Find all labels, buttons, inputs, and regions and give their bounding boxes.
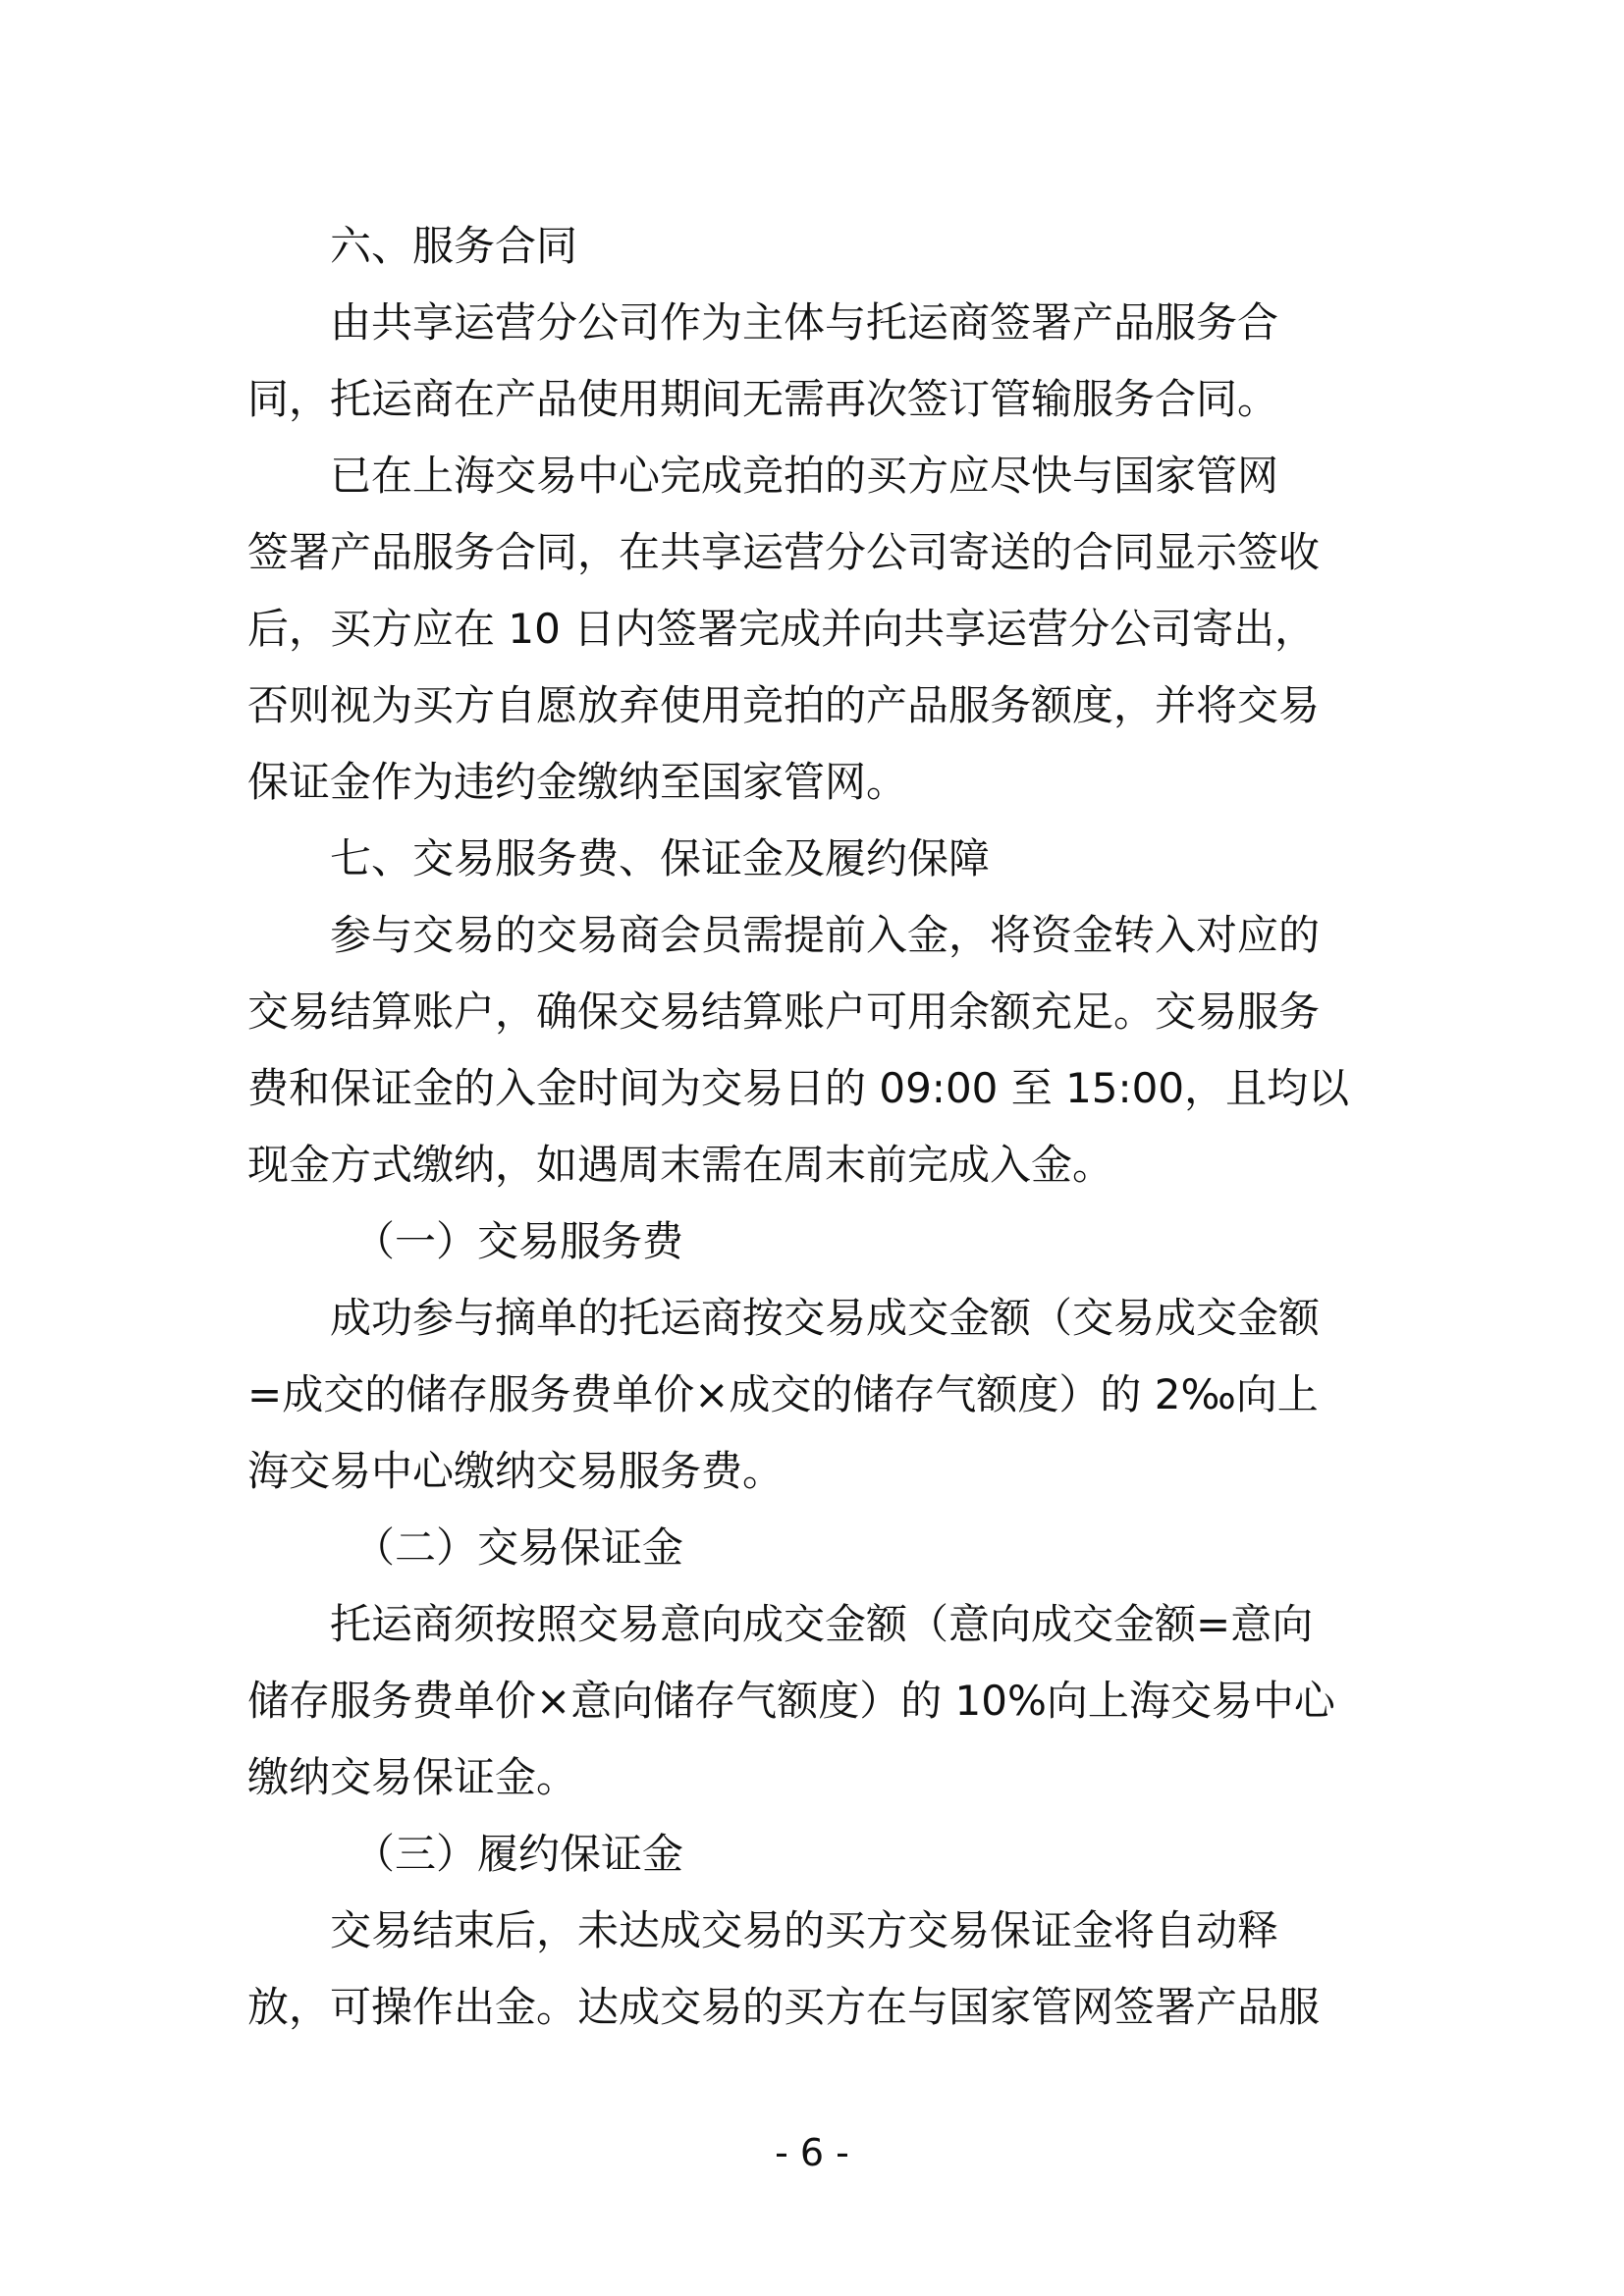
section-heading-service-contract: 六、服务合同 — [330, 222, 578, 270]
paragraph-line: 否则视为买方自愿放弃使用竞拍的产品服务额度，并将交易 — [247, 681, 1321, 729]
paragraph-line: 放，可操作出金。达成交易的买方在与国家管网签署产品服 — [247, 1983, 1321, 2031]
subsection-heading-trade-deposit: （二）交易保证金 — [353, 1523, 684, 1572]
paragraph-line: 参与交易的交易商会员需提前入金，将资金转入对应的 — [330, 911, 1321, 959]
paragraph-line: 现金方式缴纳，如遇周末需在周末前完成入金。 — [247, 1141, 1114, 1189]
subsection-heading-service-fee: （一）交易服务费 — [353, 1217, 684, 1265]
paragraph-line: =成交的储存服务费单价×成交的储存气额度）的 2‰向上 — [247, 1370, 1319, 1418]
paragraph-line: 托运商须按照交易意向成交金额（意向成交金额=意向 — [330, 1600, 1314, 1648]
paragraph-line: 签署产品服务合同，在共享运营分公司寄送的合同显示签收 — [247, 528, 1321, 576]
page-number: - 6 - — [775, 2131, 849, 2174]
paragraph-line: 费和保证金的入金时间为交易日的 09:00 至 15:00，且均以 — [247, 1064, 1350, 1112]
paragraph-line: 同，托运商在产品使用期间无需再次签订管输服务合同。 — [247, 375, 1279, 423]
section-heading-fees-deposits: 七、交易服务费、保证金及履约保障 — [330, 834, 991, 882]
paragraph-line: 成功参与摘单的托运商按交易成交金额（交易成交金额 — [330, 1294, 1321, 1342]
paragraph-line: 缴纳交易保证金。 — [247, 1753, 578, 1801]
document-body — [247, 208, 1386, 2046]
paragraph-line: 由共享运营分公司作为主体与托运商签署产品服务合 — [330, 298, 1279, 347]
paragraph-line: 保证金作为违约金缴纳至国家管网。 — [247, 758, 908, 806]
paragraph-line: 已在上海交易中心完成竞拍的买方应尽快与国家管网 — [330, 452, 1279, 500]
paragraph-line: 交易结算账户，确保交易结算账户可用余额充足。交易服务 — [247, 988, 1321, 1036]
subsection-heading-performance-bond: （三）履约保证金 — [353, 1830, 684, 1878]
paragraph-line: 交易结束后，未达成交易的买方交易保证金将自动释 — [330, 1906, 1279, 1954]
paragraph-line: 储存服务费单价×意向储存气额度）的 10%向上海交易中心 — [247, 1677, 1335, 1725]
paragraph-line: 海交易中心缴纳交易服务费。 — [247, 1447, 785, 1495]
paragraph-line: 后，买方应在 10 日内签署完成并向共享运营分公司寄出， — [247, 605, 1317, 653]
